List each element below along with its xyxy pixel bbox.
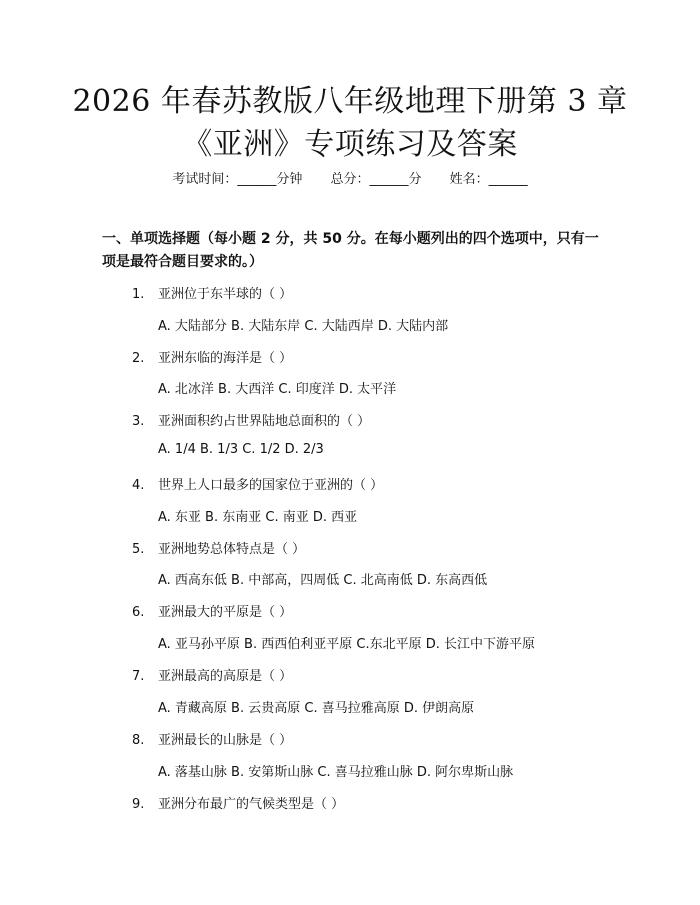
question-number: 9. [132,797,145,812]
question-3 [132,410,370,429]
question-text: 亚洲位于东半球的（ ） [158,287,293,302]
section-heading: 一、单项选择题（每小题 2 分，共 50 分。在每小题列出的四个选项中，只有一项是最符合题目要求的。） [102,231,599,270]
total-score-field: 总分：______分 [330,172,422,187]
question-4 [132,474,383,493]
question-5-options: A. 西高东低 B. 中部高，四周低 C. 北高南低 D. 东高西低 [158,573,488,588]
question-text: 亚洲地势总体特点是（ ） [158,542,306,557]
question-7-options: A. 青藏高原 B. 云贵高原 C. 喜马拉雅高原 D. 伊朗高原 [158,701,475,716]
question-text: 世界上人口最多的国家位于亚洲的（ ） [158,478,384,493]
question-text: 亚洲最高的高原是（ ） [158,669,293,684]
question-text: 亚洲分布最广的气候类型是（ ） [158,797,345,812]
question-number: 4. [132,478,145,493]
question-7 [132,665,292,684]
question-number: 2. [132,351,145,366]
document-title: 2026 年春苏教版八年级地理下册第 3 章《亚洲》专项练习及答案 [72,84,628,162]
question-number: 5. [132,542,145,557]
question-2 [132,347,292,366]
question-text: 亚洲最大的平原是（ ） [158,605,293,620]
question-6 [132,601,292,620]
question-number: 7. [132,669,145,684]
question-text: 亚洲面积约占世界陆地总面积的（ ） [158,414,371,429]
name-field: 姓名：______ [449,172,528,187]
question-number: 8. [132,733,145,748]
question-6-options: A. 亚马孙平原 B. 西西伯利亚平原 C.东北平原 D. 长江中下游平原 [158,637,535,652]
question-number: 6. [132,605,145,620]
question-3-options: A. 1/4 B. 1/3 C. 1/2 D. 2/3 [158,442,324,457]
question-5 [132,538,305,557]
exam-time-field: 考试时间：______分钟 [172,172,303,187]
question-text: 亚洲东临的海洋是（ ） [158,351,293,366]
question-8-options: A. 落基山脉 B. 安第斯山脉 C. 喜马拉雅山脉 D. 阿尔卑斯山脉 [158,765,514,780]
question-2-options: A. 北冰洋 B. 大西洋 C. 印度洋 D. 太平洋 [158,382,397,397]
question-8 [132,729,292,748]
question-9 [132,793,344,812]
question-text: 亚洲最长的山脉是（ ） [158,733,293,748]
question-number: 3. [132,414,145,429]
exam-info-line [0,168,700,187]
question-number: 1. [132,287,145,302]
question-1-options: A. 大陆部分 B. 大陆东岸 C. 大陆西岸 D. 大陆内部 [158,319,449,334]
question-1 [132,283,292,302]
question-4-options: A. 东亚 B. 东南亚 C. 南亚 D. 西亚 [158,510,358,525]
